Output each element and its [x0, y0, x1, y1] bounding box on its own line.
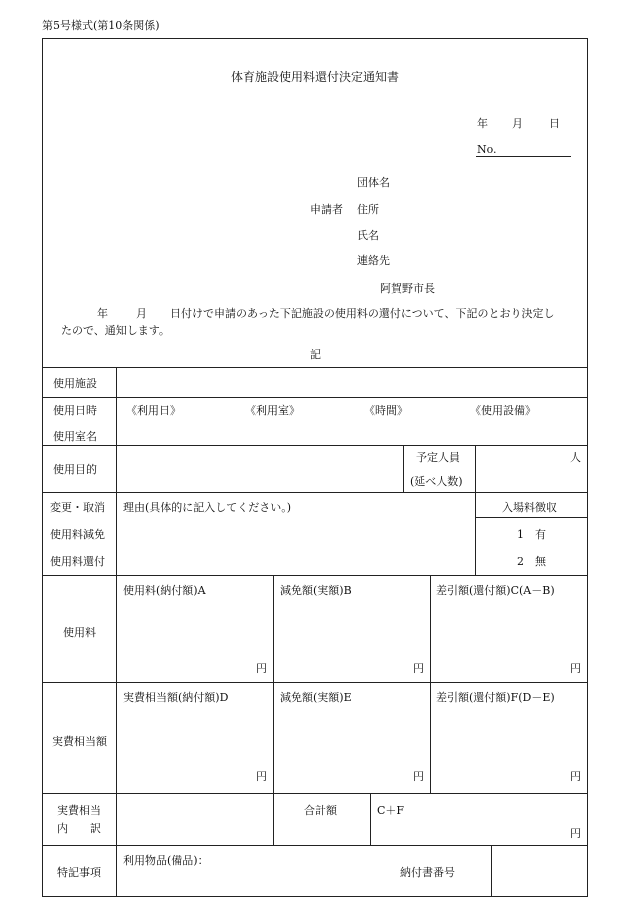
mayor: 阿賀野市長 — [380, 282, 435, 295]
yen-unit: 円 — [413, 770, 424, 783]
v-line — [430, 575, 431, 793]
facility-label: 使用施設 — [53, 377, 97, 390]
v-line — [116, 367, 117, 897]
room-label: 使用室名 — [53, 430, 97, 443]
expected-label: 予定人員 — [416, 451, 460, 464]
actual-f-label: 差引額(還付額)F(D－E) — [436, 691, 555, 704]
intro-text-1: 日付けで申請のあった下記施設の使用料の還付について、下記のとおり決定し — [170, 307, 555, 320]
change-label: 変更・取消 — [50, 501, 105, 514]
person-unit: 人 — [570, 451, 581, 464]
items-label: 利用物品(備品)： — [123, 854, 209, 867]
special-notes-label: 特記事項 — [57, 866, 101, 879]
purpose-label: 使用目的 — [53, 463, 97, 476]
actual-cost-label: 実費相当額 — [52, 735, 107, 748]
h-line — [42, 575, 588, 576]
form-number: 第5号様式(第10条関係) — [42, 19, 160, 32]
use-time: 《時間》 — [364, 404, 408, 417]
fee-label: 使用料 — [63, 626, 96, 639]
intro-month: 月 — [136, 307, 147, 320]
fee-c-label: 差引額(還付額)C(A－B) — [436, 584, 555, 597]
v-line — [403, 445, 404, 492]
applicant-label: 申請者 — [310, 203, 343, 216]
contact-label: 連絡先 — [357, 254, 390, 267]
breakdown-label: 実費相当 — [57, 804, 101, 817]
yen-unit: 円 — [570, 827, 581, 840]
group-label: 団体名 — [357, 176, 390, 189]
breakdown-sub-label: 内 訳 — [57, 822, 101, 835]
use-equipment: 《使用設備》 — [470, 404, 536, 417]
yen-unit: 円 — [413, 662, 424, 675]
yen-unit: 円 — [256, 662, 267, 675]
v-line — [475, 445, 476, 575]
reason-label: 理由(具体的に記入してください。) — [123, 501, 292, 514]
no-label: No. — [477, 143, 497, 156]
datetime-label: 使用日時 — [53, 404, 97, 417]
option-no: 2 無 — [517, 555, 546, 568]
h-line — [42, 492, 588, 493]
actual-d-label: 実費相当額(納付額)D — [123, 691, 229, 704]
h-line — [475, 517, 588, 518]
form-title: 体育施設使用料還付決定通知書 — [230, 70, 399, 84]
total-label: 合計額 — [304, 804, 337, 817]
yen-unit: 円 — [570, 770, 581, 783]
fee-b-label: 減免額(実額)B — [280, 584, 352, 597]
expected-sub-label: (延べ人数) — [410, 475, 463, 488]
entrance-fee-label: 入場料徴収 — [502, 501, 557, 514]
intro-text-2: たので、通知します。 — [61, 324, 170, 337]
actual-e-label: 減免額(実額)E — [280, 691, 352, 704]
address-label: 住所 — [357, 203, 379, 216]
v-line — [370, 793, 371, 845]
h-line — [42, 793, 588, 794]
h-line — [42, 682, 588, 683]
yen-unit: 円 — [256, 770, 267, 783]
name-label: 氏名 — [357, 229, 379, 242]
yen-unit: 円 — [570, 662, 581, 675]
form-border — [42, 38, 588, 897]
date-month: 月 — [512, 117, 523, 130]
reduction-label: 使用料減免 — [50, 528, 105, 541]
use-day: 《利用日》 — [126, 404, 181, 417]
refund-label: 使用料還付 — [50, 555, 105, 568]
v-line — [273, 575, 274, 845]
option-yes: 1 有 — [517, 528, 546, 541]
intro-year: 年 — [97, 307, 108, 320]
h-line — [42, 845, 588, 846]
h-line — [42, 397, 588, 398]
ki-label: 記 — [310, 348, 321, 361]
invoice-number-label: 納付書番号 — [400, 866, 455, 879]
no-underline — [476, 156, 571, 157]
total-formula: C＋F — [377, 804, 405, 817]
h-line — [42, 367, 588, 368]
date-day: 日 — [549, 117, 560, 130]
use-room: 《利用室》 — [245, 404, 300, 417]
v-line — [491, 845, 492, 897]
h-line — [42, 445, 588, 446]
fee-a-label: 使用料(納付額)A — [123, 584, 206, 597]
date-year: 年 — [477, 117, 488, 130]
